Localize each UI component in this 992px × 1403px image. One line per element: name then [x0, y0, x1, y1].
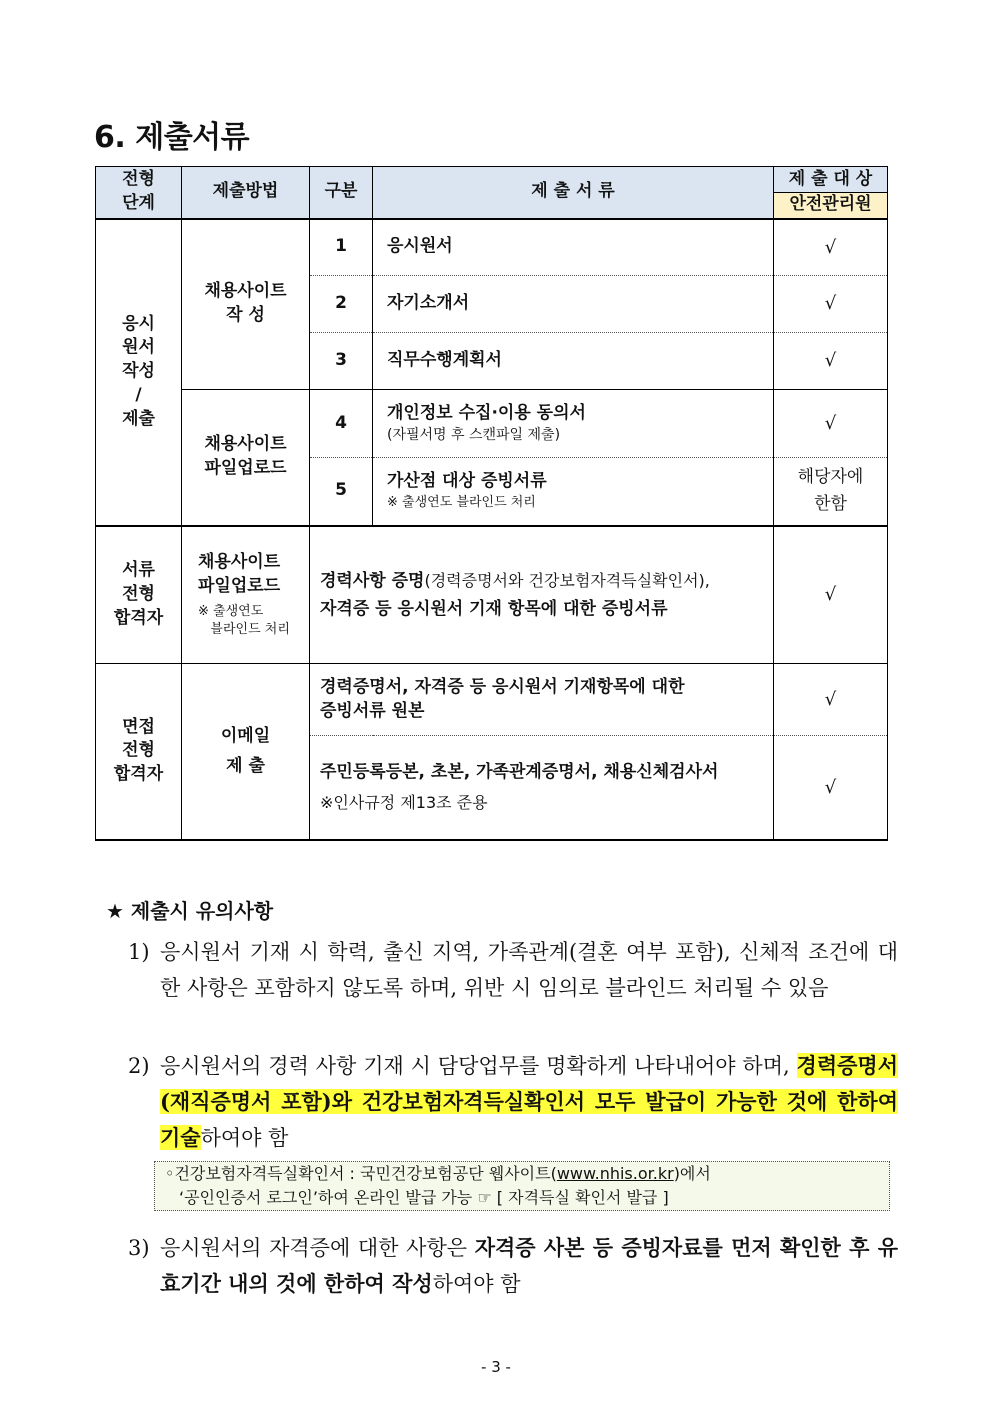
doc-interview-2-title: 주민등록등본, 초본, 가족관계증명서, 채용신체검사서	[320, 761, 719, 782]
notes-title: ★ 제출시 유의사항	[106, 899, 274, 923]
note-tail: 하여야 함	[432, 1272, 521, 1296]
row-no: 4	[310, 390, 373, 458]
submission-table	[95, 166, 888, 841]
doc-item-title: 개인정보 수집·이용 동의서	[387, 402, 586, 423]
row-no: 5	[310, 458, 373, 526]
stage-document-pass: 서류 전형 합격자	[96, 526, 182, 664]
notes-section	[106, 895, 906, 924]
info-box	[154, 1161, 890, 1211]
note-number: 2)	[128, 1054, 150, 1078]
doc-item: 자기소개서	[373, 276, 774, 333]
check-mark: √	[774, 219, 888, 276]
note-number: 3)	[128, 1236, 150, 1260]
method-site-upload: 채용사이트 파일업로드	[182, 390, 310, 526]
note-bold: 자격증 사본 등 증빙자료를 먼저 확인한 후 유효기간 내의 것에 한하여 작성	[160, 1235, 898, 1296]
note-text	[160, 1048, 898, 1156]
note-text-main: 응시원서의 자격증에 대한 사항은	[160, 1236, 468, 1260]
check-mark: √	[774, 736, 888, 840]
header-target-sub: 안전관리원	[774, 193, 888, 219]
doc-item-sub: (자필서명 후 스캔파일 제출)	[387, 426, 561, 443]
section-title: 6. 제출서류	[94, 120, 250, 155]
method-upload-2	[182, 526, 310, 664]
header-stage: 전형 단계	[96, 167, 182, 219]
target-applicable: 해당자에 한함	[774, 458, 888, 526]
info-line-2: ‘공인인증서 로그인’하여 온라인 발급 가능 ☞ [ 자격득실 확인서 발급 ]	[179, 1188, 669, 1207]
note-1	[128, 934, 898, 1006]
method-note: ※ 출생연도 블라인드 처리	[198, 604, 290, 637]
doc-experience-bold: 경력사항 증명	[320, 570, 425, 591]
note-text	[160, 1230, 898, 1302]
check-mark: √	[774, 390, 888, 458]
header-docs: 제 출 서 류	[373, 167, 774, 219]
header-target: 제 출 대 상	[774, 167, 888, 193]
doc-item	[373, 390, 774, 458]
row-no: 1	[310, 219, 373, 276]
note-highlight: 경력증명서(재직증명서 포함)와 건강보험자격득실확인서 모두 발급이 가능한 것에 한하여 기술	[160, 1053, 898, 1150]
check-mark: √	[774, 526, 888, 664]
check-mark: √	[774, 276, 888, 333]
doc-experience-bold2: 자격증 등 응시원서 기재 항목에 대한 증빙서류	[320, 598, 668, 619]
row-no: 3	[310, 333, 373, 390]
info-line-1	[165, 1162, 889, 1186]
doc-item: 직무수행계획서	[373, 333, 774, 390]
info-text-tail: )에서	[673, 1164, 711, 1183]
page-number: - 3 -	[481, 1358, 511, 1376]
check-mark: √	[774, 664, 888, 736]
doc-interview-2-sub: ※인사규정 제13조 준용	[320, 793, 488, 813]
header-no: 구분	[310, 167, 373, 219]
method-email: 이메일 제 출	[182, 664, 310, 840]
note-3	[128, 1230, 898, 1302]
note-number: 1)	[128, 940, 150, 964]
doc-item	[373, 458, 774, 526]
method-site-write: 채용사이트 작 성	[182, 219, 310, 390]
note-tail: 하여야 함	[200, 1126, 289, 1150]
doc-item: 응시원서	[373, 219, 774, 276]
check-mark: √	[774, 333, 888, 390]
doc-interview-1: 경력증명서, 자격증 등 응시원서 기재항목에 대한 증빙서류 원본	[310, 664, 774, 736]
doc-experience-normal: (경력증명서와 건강보험자격득실확인서),	[424, 570, 710, 590]
note-text-main: 응시원서의 경력 사항 기재 시 담당업무를 명확하게 나타내어야 하며,	[160, 1054, 790, 1078]
info-text: ◦건강보험자격득실확인서 : 국민건강보험공단 웹사이트(	[165, 1164, 557, 1183]
doc-interview-2	[310, 736, 774, 840]
doc-item-title: 가산점 대상 증빙서류	[387, 471, 547, 492]
row-no: 2	[310, 276, 373, 333]
note-text: 응시원서 기재 시 학력, 출신 지역, 가족관계(결혼 여부 포함), 신체적 조건에 대한 사항은 포함하지 않도록 하며, 위반 시 임의로 블라인드 처리될 수 있음	[160, 940, 898, 1000]
method-label: 채용사이트 파일업로드	[198, 552, 281, 597]
doc-experience	[310, 526, 774, 664]
stage-interview-pass: 면접 전형 합격자	[96, 664, 182, 840]
doc-item-sub: ※ 출생연도 블라인드 처리	[387, 495, 536, 511]
nhis-link[interactable]: www.nhis.or.kr	[556, 1164, 674, 1183]
stage-application: 응시 원서 작성 / 제출	[96, 219, 182, 526]
header-method: 제출방법	[182, 167, 310, 219]
note-2	[128, 1048, 898, 1156]
